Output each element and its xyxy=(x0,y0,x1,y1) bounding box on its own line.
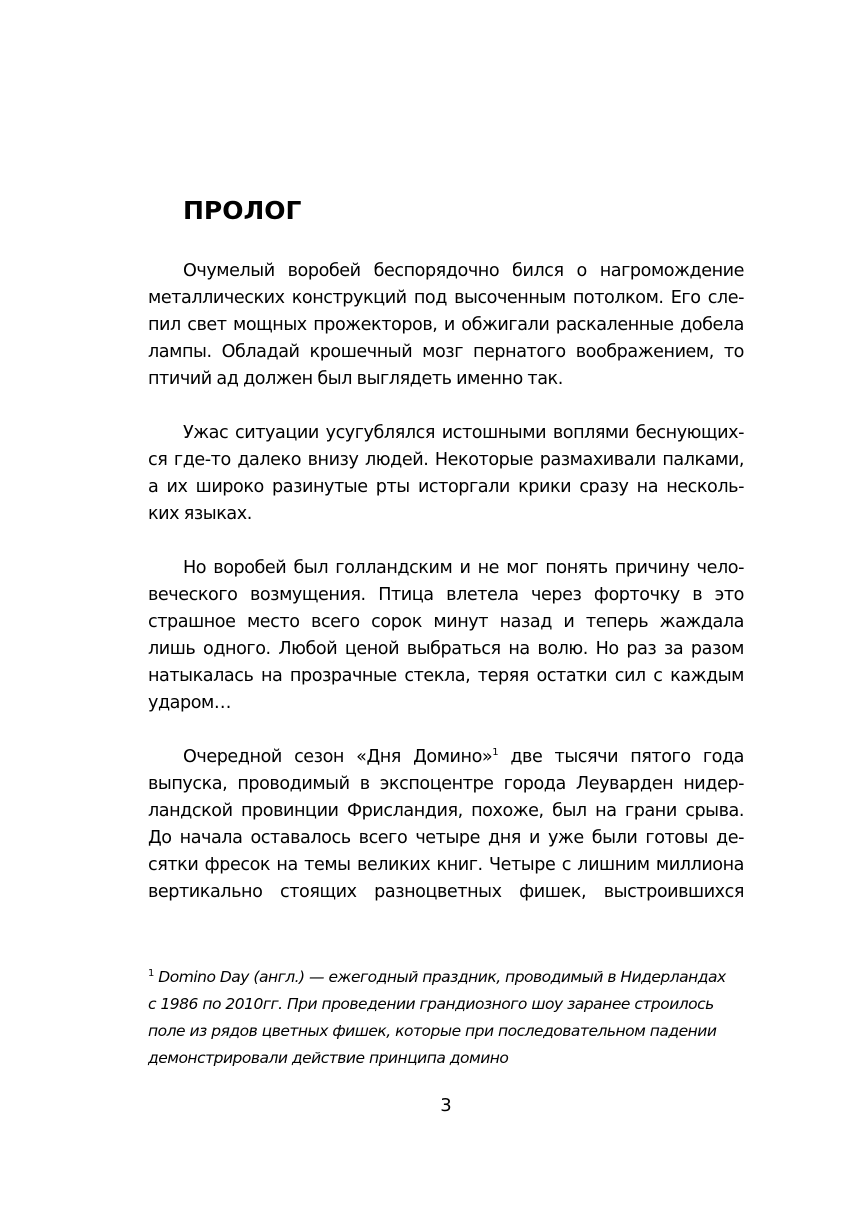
text-line: вертикально стоящих разноцветных фишек, выстроившихся xyxy=(148,882,744,902)
text-line: пил свет мощных прожекторов, и обжигали раскаленные добела xyxy=(148,315,744,335)
text-line: птичий ад должен был выглядеть именно так. xyxy=(148,369,563,389)
footnote-marker: 1 xyxy=(148,967,154,979)
footnote-line: демонстрировали действие принципа домино xyxy=(148,1049,509,1067)
text-segment: две тысячи пятого года xyxy=(498,747,744,767)
text-line: Очумелый воробей беспорядочно бился о нагромождение xyxy=(183,261,744,281)
text-line: Ужас ситуации усугублялся истошными воплями беснующих- xyxy=(183,423,744,443)
text-line: выпуска, проводимый в экспоцентре города Леуварден нидер- xyxy=(148,774,744,794)
text-line: ударом… xyxy=(148,693,232,713)
footnote-line: с 1986 по 2010гг. При проведении грандиозного шоу заранее строилось xyxy=(148,995,714,1013)
text-line: лампы. Обладай крошечный мозг пернатого воображением, то xyxy=(148,342,744,362)
text-line xyxy=(148,744,744,771)
chapter-title: ПРОЛОГ xyxy=(183,196,302,225)
text-line: ких языках. xyxy=(148,504,252,524)
paragraph-1 xyxy=(148,258,744,393)
text-line: Но воробей был голландским и не мог понять причину чело- xyxy=(183,558,744,578)
text-line: металлических конструкций под высоченным потолком. Его сле- xyxy=(148,288,744,308)
footnote-line xyxy=(148,964,744,991)
text-line: веческого возмущения. Птица влетела через форточку в это xyxy=(148,585,744,605)
text-line: сятки фресок на темы великих книг. Четыре с лишним миллиона xyxy=(148,855,744,875)
paragraph-3 xyxy=(148,555,744,717)
page-number: 3 xyxy=(440,1095,452,1116)
text-line: а их широко разинутые рты исторгали крики сразу на несколь- xyxy=(148,477,744,497)
text-line: лишь одного. Любой ценой выбраться на волю. Но раз за разом xyxy=(148,639,744,659)
text-segment: Domino Day (англ.) — ежегодный праздник, проводимый в Нидерландах xyxy=(153,968,726,986)
text-line: ся где-то далеко внизу людей. Некоторые размахивали палками, xyxy=(148,450,744,470)
text-line: натыкалась на прозрачные стекла, теряя остатки сил с каждым xyxy=(148,666,744,686)
text-segment: Очередной сезон «Дня Домино» xyxy=(183,747,493,767)
text-line: До начала оставалось всего четыре дня и уже были готовы де- xyxy=(148,828,744,848)
body-text xyxy=(148,258,744,933)
footnote-line: поле из рядов цветных фишек, которые при последовательном падении xyxy=(148,1022,717,1040)
paragraph-4 xyxy=(148,744,744,906)
footnote xyxy=(148,964,744,1072)
text-line: ландской провинции Фрисландия, похоже, был на грани срыва. xyxy=(148,801,744,821)
book-page xyxy=(148,0,744,1211)
footnote-reference[interactable]: 1 xyxy=(492,747,499,759)
text-line: страшное место всего сорок минут назад и теперь жаждала xyxy=(148,612,744,632)
paragraph-2 xyxy=(148,420,744,528)
